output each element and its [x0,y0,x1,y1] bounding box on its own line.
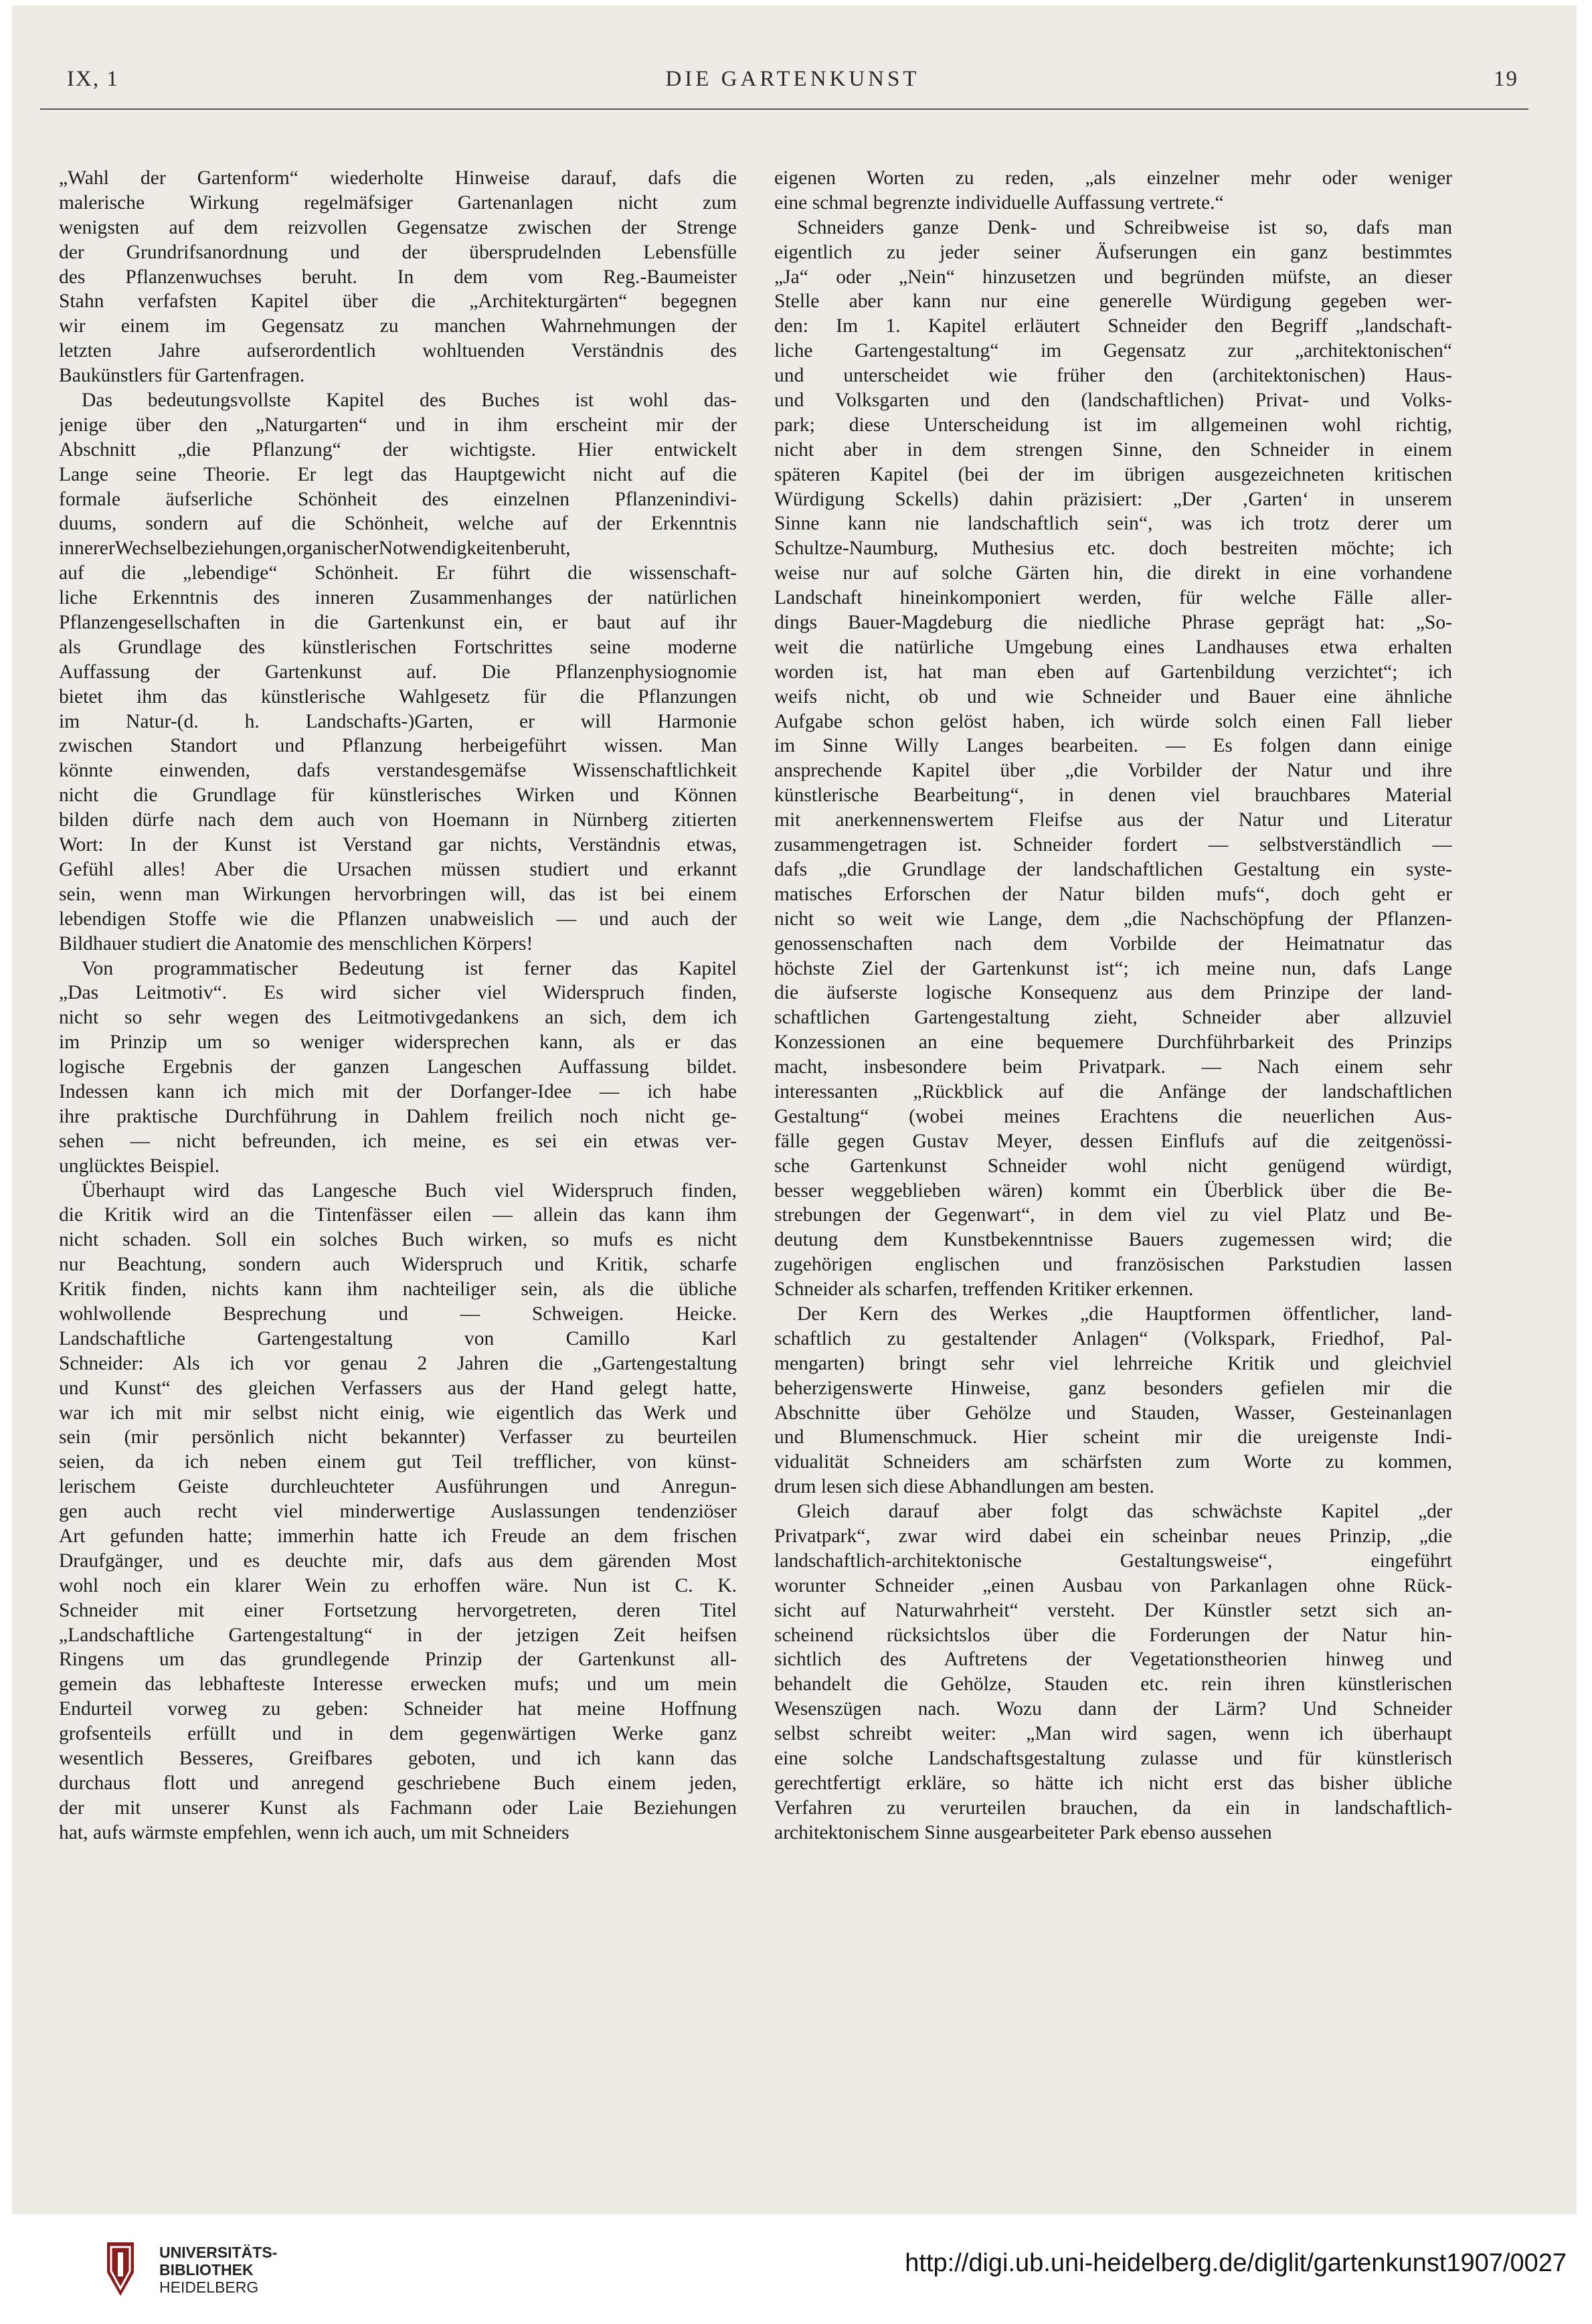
text-line: Gefühl alles! Aber die Ursachen müssen studiert und erkannt [59,858,737,880]
text-line: späteren Kapitel (bei der im übrigen ausgezeichneten kritischen [774,463,1452,485]
text-line: weit die natürliche Umgebung eines Landhauses etwa erhalten [774,636,1452,658]
text-line: besser weggeblieben wären) kommt ein Überblick über die Be- [774,1179,1452,1201]
text-line: wir einem im Gegensatz zu manchen Wahrnehmungen der [59,315,737,337]
text-line: und unterscheidet wie früher den (architektonischen) Haus- [774,365,1452,387]
text-line: Abschnitte über Gehölze und Stauden, Wasser, Gesteinanlagen [774,1402,1452,1424]
library-name-line2: BIBLIOTHEK [159,2261,254,2278]
text-line: Der Kern des Werkes „die Hauptformen öffentlicher, land- [797,1303,1452,1325]
text-line: im Sinne Willy Langes bearbeiten. — Es folgen dann einige [774,735,1452,757]
text-line: park; diese Unterscheidung ist im allgemeinen wohl richtig, [774,414,1452,436]
text-line: künstlerische Bearbeitung“, in denen viel brauchbares Material [774,784,1452,807]
text-line: und Blumenschmuck. Hier scheint mir die ureigenste Indi- [774,1426,1452,1448]
text-line: und Volksgarten und den (landschaftlichen) Privat- und Volks- [774,390,1452,412]
text-line: Schneider mit einer Fortsetzung hervorgetreten, deren Titel [59,1599,737,1621]
text-line: Wesenszügen nach. Wozu dann der Lärm? Und Schneider [774,1698,1452,1720]
text-line: Landschaftliche Gartengestaltung von Camillo Karl [59,1327,737,1349]
text-line: architektonischem Sinne ausgearbeiteter Park ebenso aussehen [774,1821,1272,1843]
text-line: dings Bauer-Magdeburg die niedliche Phrase geprägt hat: „So- [774,612,1452,634]
running-header [67,67,1518,96]
university-library-logo-icon [100,2239,141,2299]
left-column [59,166,737,1845]
text-line: Kritik finden, nichts kann ihm nachteiliger sein, als die übliche [59,1278,737,1301]
text-line: nicht die Grundlage für künstlerisches Wirken und Können [59,784,737,807]
text-line: malerische Wirkung regelmäfsiger Gartenanlagen nicht zum [59,191,737,214]
text-line: liche Erkenntnis des inneren Zusammenhanges der natürlichen [59,587,737,609]
text-line: Von programmatischer Bedeutung ist ferner das Kapitel [82,957,737,979]
text-line: worden ist, hat man eben auf Gartenbildung verzichtet“; ich [774,661,1452,683]
text-line: Privatpark“, zwar wird dabei ein scheinbar neues Prinzip, „die [774,1525,1452,1547]
text-line: Gestaltung“ (wobei meines Erachtens die neuerlichen Aus- [774,1105,1452,1127]
text-line: fälle gegen Gustav Meyer, dessen Einflufs auf die zeitgenössi- [774,1130,1452,1152]
text-line: matisches Erforschen der Natur bilden mufs“, doch geht er [774,883,1452,905]
journal-title: DIE GARTENKUNST [665,67,920,91]
text-line: scheinend rücksichtslos über die Forderungen der Natur hin- [774,1624,1452,1646]
text-line: Das bedeutungsvollste Kapitel des Buches ist wohl das- [82,390,737,412]
text-line: Indessen kann ich mich mit der Dorfanger-Idee — ich habe [59,1080,737,1102]
text-line: ihre praktische Durchführung in Dahlem freilich noch nicht ge- [59,1105,737,1127]
text-line: nicht aber in dem strengen Sinne, den Schneider in einem [774,438,1452,461]
text-line: als Grundlage des künstlerischen Fortschrittes seine moderne [59,636,737,658]
text-line: „Landschaftliche Gartengestaltung“ in der jetzigen Zeit heifsen [59,1624,737,1646]
text-line: Bildhauer studiert die Anatomie des menschlichen Körpers! [59,932,533,954]
text-line: macht, insbesondere beim Privatpark. — Nach einem sehr [774,1056,1452,1078]
text-line: Pflanzengesellschaften in die Gartenkunst ein, er baut auf ihr [59,612,737,634]
text-line: liche Gartengestaltung“ im Gegensatz zur „architektonischen“ [774,340,1452,362]
text-line: worunter Schneider „einen Ausbau von Parkanlagen ohne Rück- [774,1574,1452,1596]
text-line: eigenen Worten zu reden, „als einzelner mehr oder weniger [774,167,1452,189]
text-line: strebungen der Gegenwart“, in dem viel zu viel Platz und Be- [774,1204,1452,1226]
text-line: eine schmal begrenzte individuelle Auffassung vertrete.“ [774,191,1224,214]
text-line: Endurteil vorweg zu geben: Schneider hat meine Hoffnung [59,1698,737,1720]
text-line: und Kunst“ des gleichen Verfassers aus der Hand gelegt hatte, [59,1377,737,1399]
text-line: nicht so sehr wegen des Leitmotivgedankens an sich, dem ich [59,1007,737,1029]
library-name-line3: HEIDELBERG [159,2278,259,2296]
text-line: „Wahl der Gartenform“ wiederholte Hinweise darauf, dafs die [59,167,737,189]
text-line: Baukünstlers für Gartenfragen. [59,365,305,387]
text-line: Landschaft hineinkomponiert werden, für welche Fälle aller- [774,587,1452,609]
text-line: sein, wenn man Wirkungen hervorbringen will, das ist bei einem [59,883,737,905]
right-column [774,166,1452,1845]
text-line: der Grundrifsanordnung und der übersprudelnden Lebensfülle [59,241,737,263]
text-line: sche Gartenkunst Schneider wohl nicht genügend würdigt, [774,1155,1452,1177]
text-line: landschaftlich-architektonische Gestaltungsweise“, eingeführt [774,1550,1452,1572]
issue-number: IX, 1 [67,67,119,91]
text-line: nicht schaden. Soll ein solches Buch wirken, so mufs es nicht [59,1229,737,1251]
text-line: Konzessionen an eine bequemere Durchführbarkeit des Prinzips [774,1031,1452,1054]
text-line: dafs „die Grundlage der landschaftlichen Gestaltung ein syste- [774,858,1452,880]
text-line: könnte einwenden, dafs verstandesgemäfse Wissenschaftlichkeit [59,760,737,782]
text-line: mit anerkennenswertem Fleifse aus der Natur und Literatur [774,809,1452,831]
text-line: Überhaupt wird das Langesche Buch viel Widerspruch finden, [82,1179,737,1201]
text-line: auf die „lebendige“ Schönheit. Er führt die wissenschaft- [59,562,737,584]
text-line: deutung dem Kunstbekenntnisse Bauers zugemessen wird; die [774,1229,1452,1251]
text-line: die äufserste logische Konsequenz aus dem Prinzipe der land- [774,982,1452,1004]
text-line: lebendigen Stoffe wie die Pflanzen unabweislich — und auch der [59,908,737,930]
text-line: zusammengetragen ist. Schneider fordert — selbstverständlich — [774,834,1452,856]
text-line: zugehörigen englischen und französischen Parkstudien lassen [774,1254,1452,1276]
text-line: Stelle aber kann nur eine generelle Würdigung gegeben wer- [774,290,1452,313]
text-line: beherzigenswerte Hinweise, ganz besonders gefielen mir die [774,1377,1452,1399]
text-line: Verfahren zu verurteilen brauchen, da ein in landschaftlich- [774,1797,1452,1819]
text-line: Gleich darauf aber folgt das schwächste Kapitel „der [797,1501,1452,1523]
text-line: ansprechende Kapitel über „die Vorbilder der Natur und ihre [774,760,1452,782]
text-line: Schultze-Naumburg, Muthesius etc. doch bestreiten möchte; ich [774,537,1452,560]
text-line: schaftlichen Gartengestaltung zieht, Schneider aber allzuviel [774,1007,1452,1029]
text-line: wenigsten auf dem reizvollen Gegensatze zwischen der Strenge [59,216,737,238]
text-line: zwischen Standort und Pflanzung herbeigeführt wissen. Man [59,735,737,757]
text-line: genossenschaften nach dem Vorbilde der Heimatnatur das [774,932,1452,954]
text-line: letzten Jahre aufserordentlich wohltuenden Verständnis des [59,340,737,362]
text-line: sehen — nicht befreunden, ich meine, es sei ein etwas ver- [59,1130,737,1152]
text-line: innererWechselbeziehungen,organischerNotwendigkeitenberuht, [59,537,571,560]
permalink-url[interactable]: http://digi.ub.uni-heidelberg.de/diglit/gartenkunst1907/0027 [905,2249,1567,2277]
text-line: Ringens um das grundlegende Prinzip der Gartenkunst all- [59,1649,737,1671]
text-line: Stahn verfafsten Kapitel über die „Architekturgärten“ begegnen [59,290,737,313]
text-line: „Ja“ oder „Nein“ hinzusetzen und begründen müfste, an dieser [774,266,1452,288]
text-line: grofsenteils erfüllt und in dem gegenwärtigen Werke ganz [59,1723,737,1745]
text-line: hat, aufs wärmste empfehlen, wenn ich auch, um mit Schneiders [59,1821,569,1843]
text-line: formale äufserliche Schönheit des einzelnen Pflanzenindivi- [59,488,737,510]
text-line: Schneiders ganze Denk- und Schreibweise ist so, dafs man [797,216,1452,238]
text-line: gerechtfertigt erkläre, so hätte ich nicht erst das bisher übliche [774,1772,1452,1794]
text-line: Schneider: Als ich vor genau 2 Jahren die „Gartengestaltung [59,1352,737,1374]
text-line: vidualität Schneiders am schärfsten zum Worte zu kommen, [774,1451,1452,1473]
text-line: nur Beachtung, sondern auch Widerspruch und Kritik, scharfe [59,1254,737,1276]
text-line: logische Ergebnis der ganzen Langeschen Auffassung bildet. [59,1056,737,1078]
text-line: des Pflanzenwuchses beruht. In dem vom Reg.-Baumeister [59,266,737,288]
text-line: Würdigung Sckells) dahin präzisiert: „Der ‚Garten‘ in unserem [774,488,1452,510]
text-line: mengarten) bringt sehr viel lehrreiche Kritik und gleichviel [774,1352,1452,1374]
text-line: bilden dürfe nach dem auch von Hoemann in Nürnberg zitierten [59,809,737,831]
text-line: Wort: In der Kunst ist Verstand gar nichts, Verständnis etwas, [59,834,737,856]
text-line: duums, sondern auf die Schönheit, welche auf der Erkenntnis [59,513,737,535]
text-line: drum lesen sich diese Abhandlungen am besten. [774,1476,1154,1498]
text-line: lerischem Geiste durchleuchteter Ausführungen und Anregun- [59,1476,737,1498]
text-line: sein (mir persönlich nicht bekannter) Verfasser zu beurteilen [59,1426,737,1448]
text-line: Schneider als scharfen, treffenden Kritiker erkennen. [774,1278,1194,1301]
text-line: bietet ihm das künstlerische Wahlgesetz für die Pflanzungen [59,685,737,708]
text-line: im Natur-(d. h. Landschafts-)Garten, er will Harmonie [59,710,737,732]
text-line: wohlwollende Besprechung und — Schweigen. Heicke. [59,1303,737,1325]
text-line: durchaus flott und anregend geschriebene Buch einem jeden, [59,1772,737,1794]
text-line: sicht auf Naturwahrheit“ versteht. Der Künstler setzt sich an- [774,1599,1452,1621]
text-line: Sinne kann nie landschaftlich sein“, was ich trotz derer um [774,513,1452,535]
text-line: Auffassung der Gartenkunst auf. Die Pflanzenphysiognomie [59,661,737,683]
text-line: Aufgabe schon gelöst haben, ich würde solch einen Fall lieber [774,710,1452,732]
text-line: Art gefunden hatte; immerhin hatte ich Freude an dem frischen [59,1525,737,1547]
text-line: unglücktes Beispiel. [59,1155,220,1177]
text-line: „Das Leitmotiv“. Es wird sicher viel Widerspruch finden, [59,982,737,1004]
text-line: den: Im 1. Kapitel erläutert Schneider den Begriff „landschaft- [774,315,1452,337]
text-line: selbst schreibt weiter: „Man wird sagen, wenn ich überhaupt [774,1723,1452,1745]
text-line: war ich mit mir selbst nicht einig, wie eigentlich das Werk und [59,1402,737,1424]
text-line: weise nur auf solche Gärten hin, die direkt in eine vorhandene [774,562,1452,584]
text-line: seien, da ich neben einem gut Teil trefflicher, von künst- [59,1451,737,1473]
header-rule [40,108,1528,110]
text-line: weifs nicht, ob und wie Schneider und Bauer eine ähnliche [774,685,1452,708]
text-line: gen auch recht viel minderwertige Auslassungen tendenziöser [59,1501,737,1523]
page-number: 19 [1494,67,1518,91]
text-line: eine solche Landschaftsgestaltung zulasse und für künstlerisch [774,1748,1452,1769]
text-line: sichtlich des Auftretens der Vegetationstheorien hinweg und [774,1649,1452,1671]
text-line: Abschnitt „die Pflanzung“ der wichtigste. Hier entwickelt [59,438,737,461]
text-line: Draufgänger, und es deuchte mir, dafs aus dem gärenden Most [59,1550,737,1572]
text-line: der mit unserer Kunst als Fachmann oder Laie Beziehungen [59,1797,737,1819]
text-line: jenige über den „Naturgarten“ und in ihm erscheint mir der [59,414,737,436]
text-line: Lange seine Theorie. Er legt das Hauptgewicht nicht auf die [59,463,737,485]
text-line: nicht so weit wie Lange, dem „die Nachschöpfung der Pflanzen- [774,908,1452,930]
library-name [159,2244,277,2296]
library-name-line1: UNIVERSITÄTS- [159,2244,278,2261]
text-line: schaftlich zu gestaltender Anlagen“ (Volkspark, Friedhof, Pal- [774,1327,1452,1349]
text-line: wohl noch ein klarer Wein zu erhoffen wäre. Nun ist C. K. [59,1574,737,1596]
text-line: die Kritik wird an die Tintenfässer eilen — allein das kann ihm [59,1204,737,1226]
text-line: gemein das lebhafteste Interesse erwecken mufs; und um mein [59,1673,737,1695]
text-line: behandelt die Gehölze, Stauden etc. rein ihren künstlerischen [774,1673,1452,1695]
text-line: eigentlich zu jeder seiner Äufserungen ein ganz bestimmtes [774,241,1452,263]
text-line: interessanten „Rückblick auf die Anfänge der landschaftlichen [774,1080,1452,1102]
text-line: im Prinzip um so weniger widersprechen kann, als er das [59,1031,737,1054]
text-line: höchste Ziel der Gartenkunst ist“; ich meine nun, dafs Lange [774,957,1452,979]
text-line: wesentlich Besseres, Greifbares geboten, und ich kann das [59,1748,737,1769]
